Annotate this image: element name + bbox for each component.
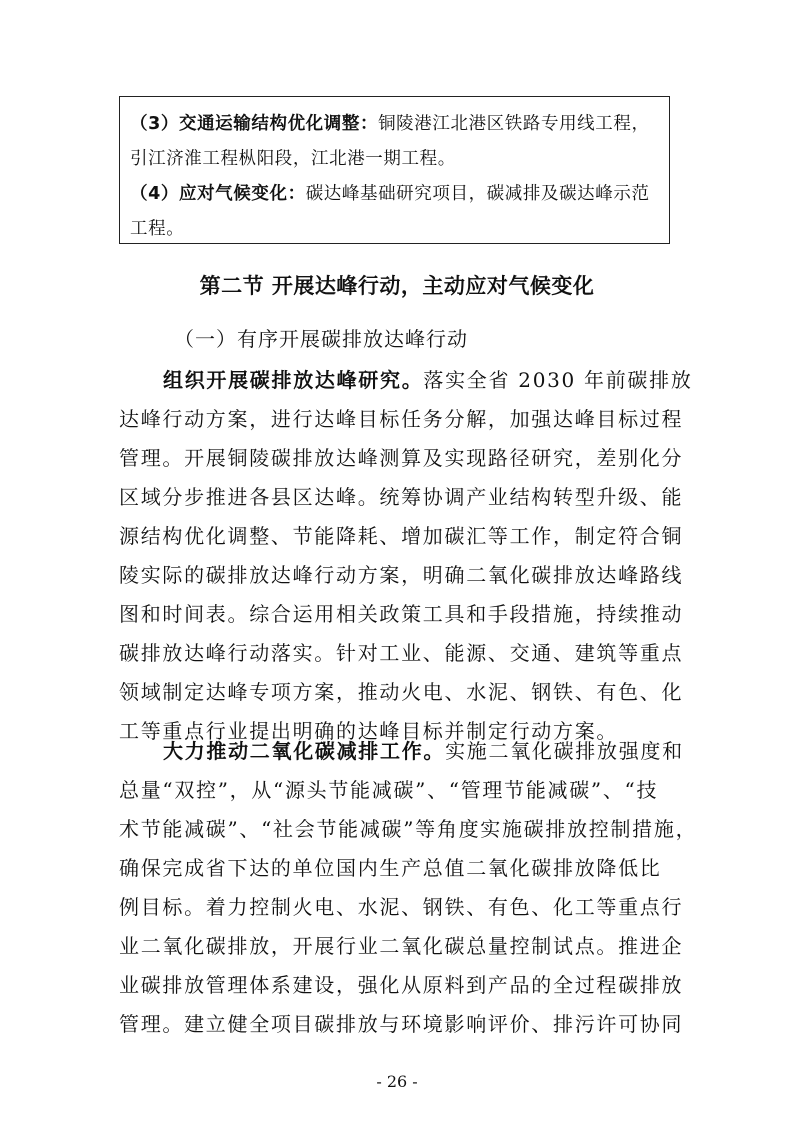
paragraph-line: 例目标。着力控制火电、水泥、钢铁、有色、化工等重点行 <box>119 895 684 919</box>
paragraph-line: 陵实际的碳排放达峰行动方案，明确二氧化碳排放达峰路线 <box>119 563 684 587</box>
item-4-text: 碳达峰基础研究项目，碳减排及碳达峰示范 <box>305 184 650 204</box>
subheading: （一）有序开展碳排放达峰行动 <box>174 327 468 351</box>
box-item-4-line-1 <box>130 177 659 212</box>
project-list-box <box>119 96 670 244</box>
paragraph-line: 达峰行动方案，进行达峰目标任务分解，加强达峰目标过程 <box>119 407 684 431</box>
paragraph-heading: 大力推动二氧化碳减排工作。 <box>163 739 446 763</box>
paragraph-line: 碳排放达峰行动落实。针对工业、能源、交通、建筑等重点 <box>119 641 684 665</box>
paragraph-line: 业碳排放管理体系建设，强化从原料到产品的全过程碳排放 <box>119 973 684 997</box>
item-4-label: （4）应对气候变化： <box>130 184 306 204</box>
paragraph-line: 管理。开展铜陵碳排放达峰测算及实现路径研究，差别化分 <box>119 446 684 470</box>
paragraph-line: 大力推动二氧化碳减排工作。实施二氧化碳排放强度和 <box>163 739 684 763</box>
paragraph-line: 总量“双控”，从“源头节能减碳”、“管理节能减碳”、“技 <box>119 778 659 802</box>
paragraph-line: 图和时间表。综合运用相关政策工具和手段措施，持续推动 <box>119 602 684 626</box>
box-item-4-line-2: 工程。 <box>130 219 185 239</box>
paragraph-line: 区域分步推进各县区达峰。统筹协调产业结构转型升级、能 <box>119 485 684 509</box>
paragraph-line: 组织开展碳排放达峰研究。落实全省 2030 年前碳排放 <box>163 368 693 392</box>
paragraph-line: 工等重点行业提出明确的达峰目标并制定行动方案。 <box>119 719 619 743</box>
paragraph-line: 业二氧化碳排放，开展行业二氧化碳总量控制试点。推进企 <box>119 934 684 958</box>
paragraph-line: 管理。建立健全项目碳排放与环境影响评价、排污许可协同 <box>119 1012 684 1036</box>
page-number: - 26 - <box>376 1072 418 1091</box>
section-title: 第二节 开展达峰行动，主动应对气候变化 <box>199 274 595 298</box>
paragraph-line: 源结构优化调整、节能降耗、增加碳汇等工作，制定符合铜 <box>119 524 684 548</box>
item-3-label: （3）交通运输结构优化调整： <box>130 114 379 134</box>
box-item-3-line-1 <box>130 107 659 142</box>
box-item-3-line-2: 引江济淮工程枞阳段，江北港一期工程。 <box>130 149 456 169</box>
paragraph-heading: 组织开展碳排放达峰研究。 <box>163 368 424 392</box>
paragraph-line: 领域制定达峰专项方案，推动火电、水泥、钢铁、有色、化 <box>119 680 684 704</box>
paragraph-co2-reduction <box>119 732 698 1044</box>
item-3-text: 铜陵港江北港区铁路专用线工程， <box>378 114 650 134</box>
paragraph-line: 术节能减碳”、“社会节能减碳”等角度实施碳排放控制措施， <box>119 817 698 841</box>
paragraph-line: 确保完成省下达的单位国内生产总值二氧化碳排放降低比 <box>119 856 662 880</box>
